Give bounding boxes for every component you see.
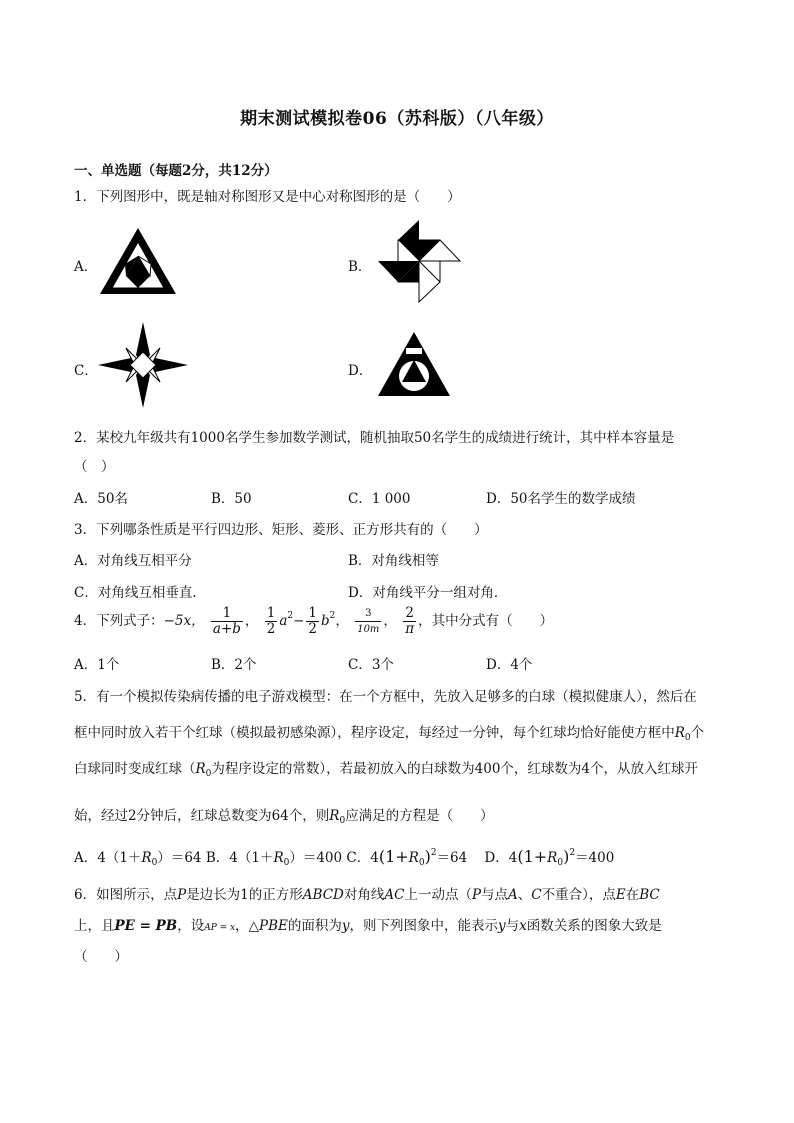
q5-option-d: D．$4(1+R_0)^2=400$ <box>484 847 615 868</box>
q3-option-c: C．对角线互相垂直． <box>74 585 206 601</box>
q1-option-b-label: B． <box>348 259 372 275</box>
q2-option-a: A．50名 <box>74 491 128 507</box>
fraction-half-b: $\frac{1}{2}$ <box>308 605 318 637</box>
fraction-2-over-pi: $\frac{2}{\pi}$ <box>405 605 415 637</box>
q3-option-b: B．对角线相等 <box>348 553 439 569</box>
q4-option-c: C．3个 <box>348 657 394 673</box>
question-6-line-1: 6．如图所示，点P是边长为1的正方形ABCD对角线AC上一动点（P与点A、C不重合），点E在BC <box>74 887 660 903</box>
q3-option-d: D．对角线平分一组对角． <box>348 585 508 601</box>
section-heading: 一、单选题（每题2分，共12分） <box>74 163 278 179</box>
q5-option-c: C．$4(1+R_0)^2=64$ <box>346 847 468 868</box>
q1-option-c-label: C． <box>74 363 98 379</box>
fraction-1-over-a-plus-b: $\frac{1}{a+b}$ <box>212 605 241 637</box>
q3-option-a: A．对角线互相平分 <box>74 553 192 569</box>
q5-option-b: B．$4(1+R_0)=400$ <box>205 850 343 868</box>
question-3-stem: 3．下列哪条性质是平行四边形、矩形、菱形、正方形共有的（ ） <box>74 522 488 538</box>
q1-figure-b <box>376 218 462 304</box>
q4-option-b: B．2个 <box>211 657 257 673</box>
fraction-half-a: $\frac{1}{2}$ <box>266 605 276 637</box>
question-4-stem: 4．下列式子：−5x， $\frac{1}{a+b}$ ， $\frac{1}{2}$ $a^2-$ $\frac{1}{2}$ $b^2$， $\frac{3}{10m}$ ， $\frac{2}{\pi}$ ，其中分式有（ ） <box>74 605 554 637</box>
question-5-line-3: 白球同时变成红球（$R_0$为程序设定的常数），若最初放入的白球数为400个，红球数为4个，从放入红球开 <box>74 761 699 779</box>
question-5-line-2: 框中同时放入若干个红球（模拟最初感染源），程序设定，每经过一分钟，每个红球均恰好能使方框中$R_0$个 <box>74 725 705 743</box>
q1-figure-a <box>98 226 178 296</box>
q4-option-a: A．1个 <box>74 657 120 673</box>
q1-option-a-label: A． <box>74 259 98 275</box>
q1-figure-d <box>376 330 452 398</box>
question-1-stem: 1．下列图形中，既是轴对称图形又是中心对称图形的是（ ） <box>74 189 461 205</box>
question-6-paren: （ ） <box>74 949 128 965</box>
question-6-line-2: 上，且PE = PB，设AP = x，△PBE的面积为y，则下列图象中，能表示y与x函数关系的图象大致是 <box>74 918 662 934</box>
question-5-line-4: 始，经过2分钟后，红球总数变为64个，则$R_0$应满足的方程是（ ） <box>74 808 494 826</box>
q2-option-d: D．50名学生的数学成绩 <box>486 491 636 507</box>
page-title: 期末测试模拟卷06（苏科版）（八年级） <box>240 109 554 129</box>
q2-option-b: B．50 <box>211 491 252 507</box>
q2-option-c: C．1 000 <box>348 491 411 507</box>
q1-option-d-label: D． <box>348 363 373 379</box>
question-2-stem: 2．某校九年级共有1000名学生参加数学测试，随机抽取50名学生的成绩进行统计，其中样本容量是 <box>74 430 675 446</box>
question-5-line-1: 5．有一个模拟传染病传播的电子游戏模型：在一个方框中，先放入足够多的白球（模拟健康人），然后在 <box>74 689 697 705</box>
q1-figure-c <box>98 322 188 408</box>
q4-option-d: D．4个 <box>486 657 533 673</box>
question-2-paren: （ ） <box>74 459 115 475</box>
fraction-3-over-10m: $\frac{3}{10m}$ <box>357 608 380 635</box>
q5-option-a: A．$4(1+R_0)=64$ <box>74 850 202 868</box>
question-5-options <box>74 846 614 868</box>
